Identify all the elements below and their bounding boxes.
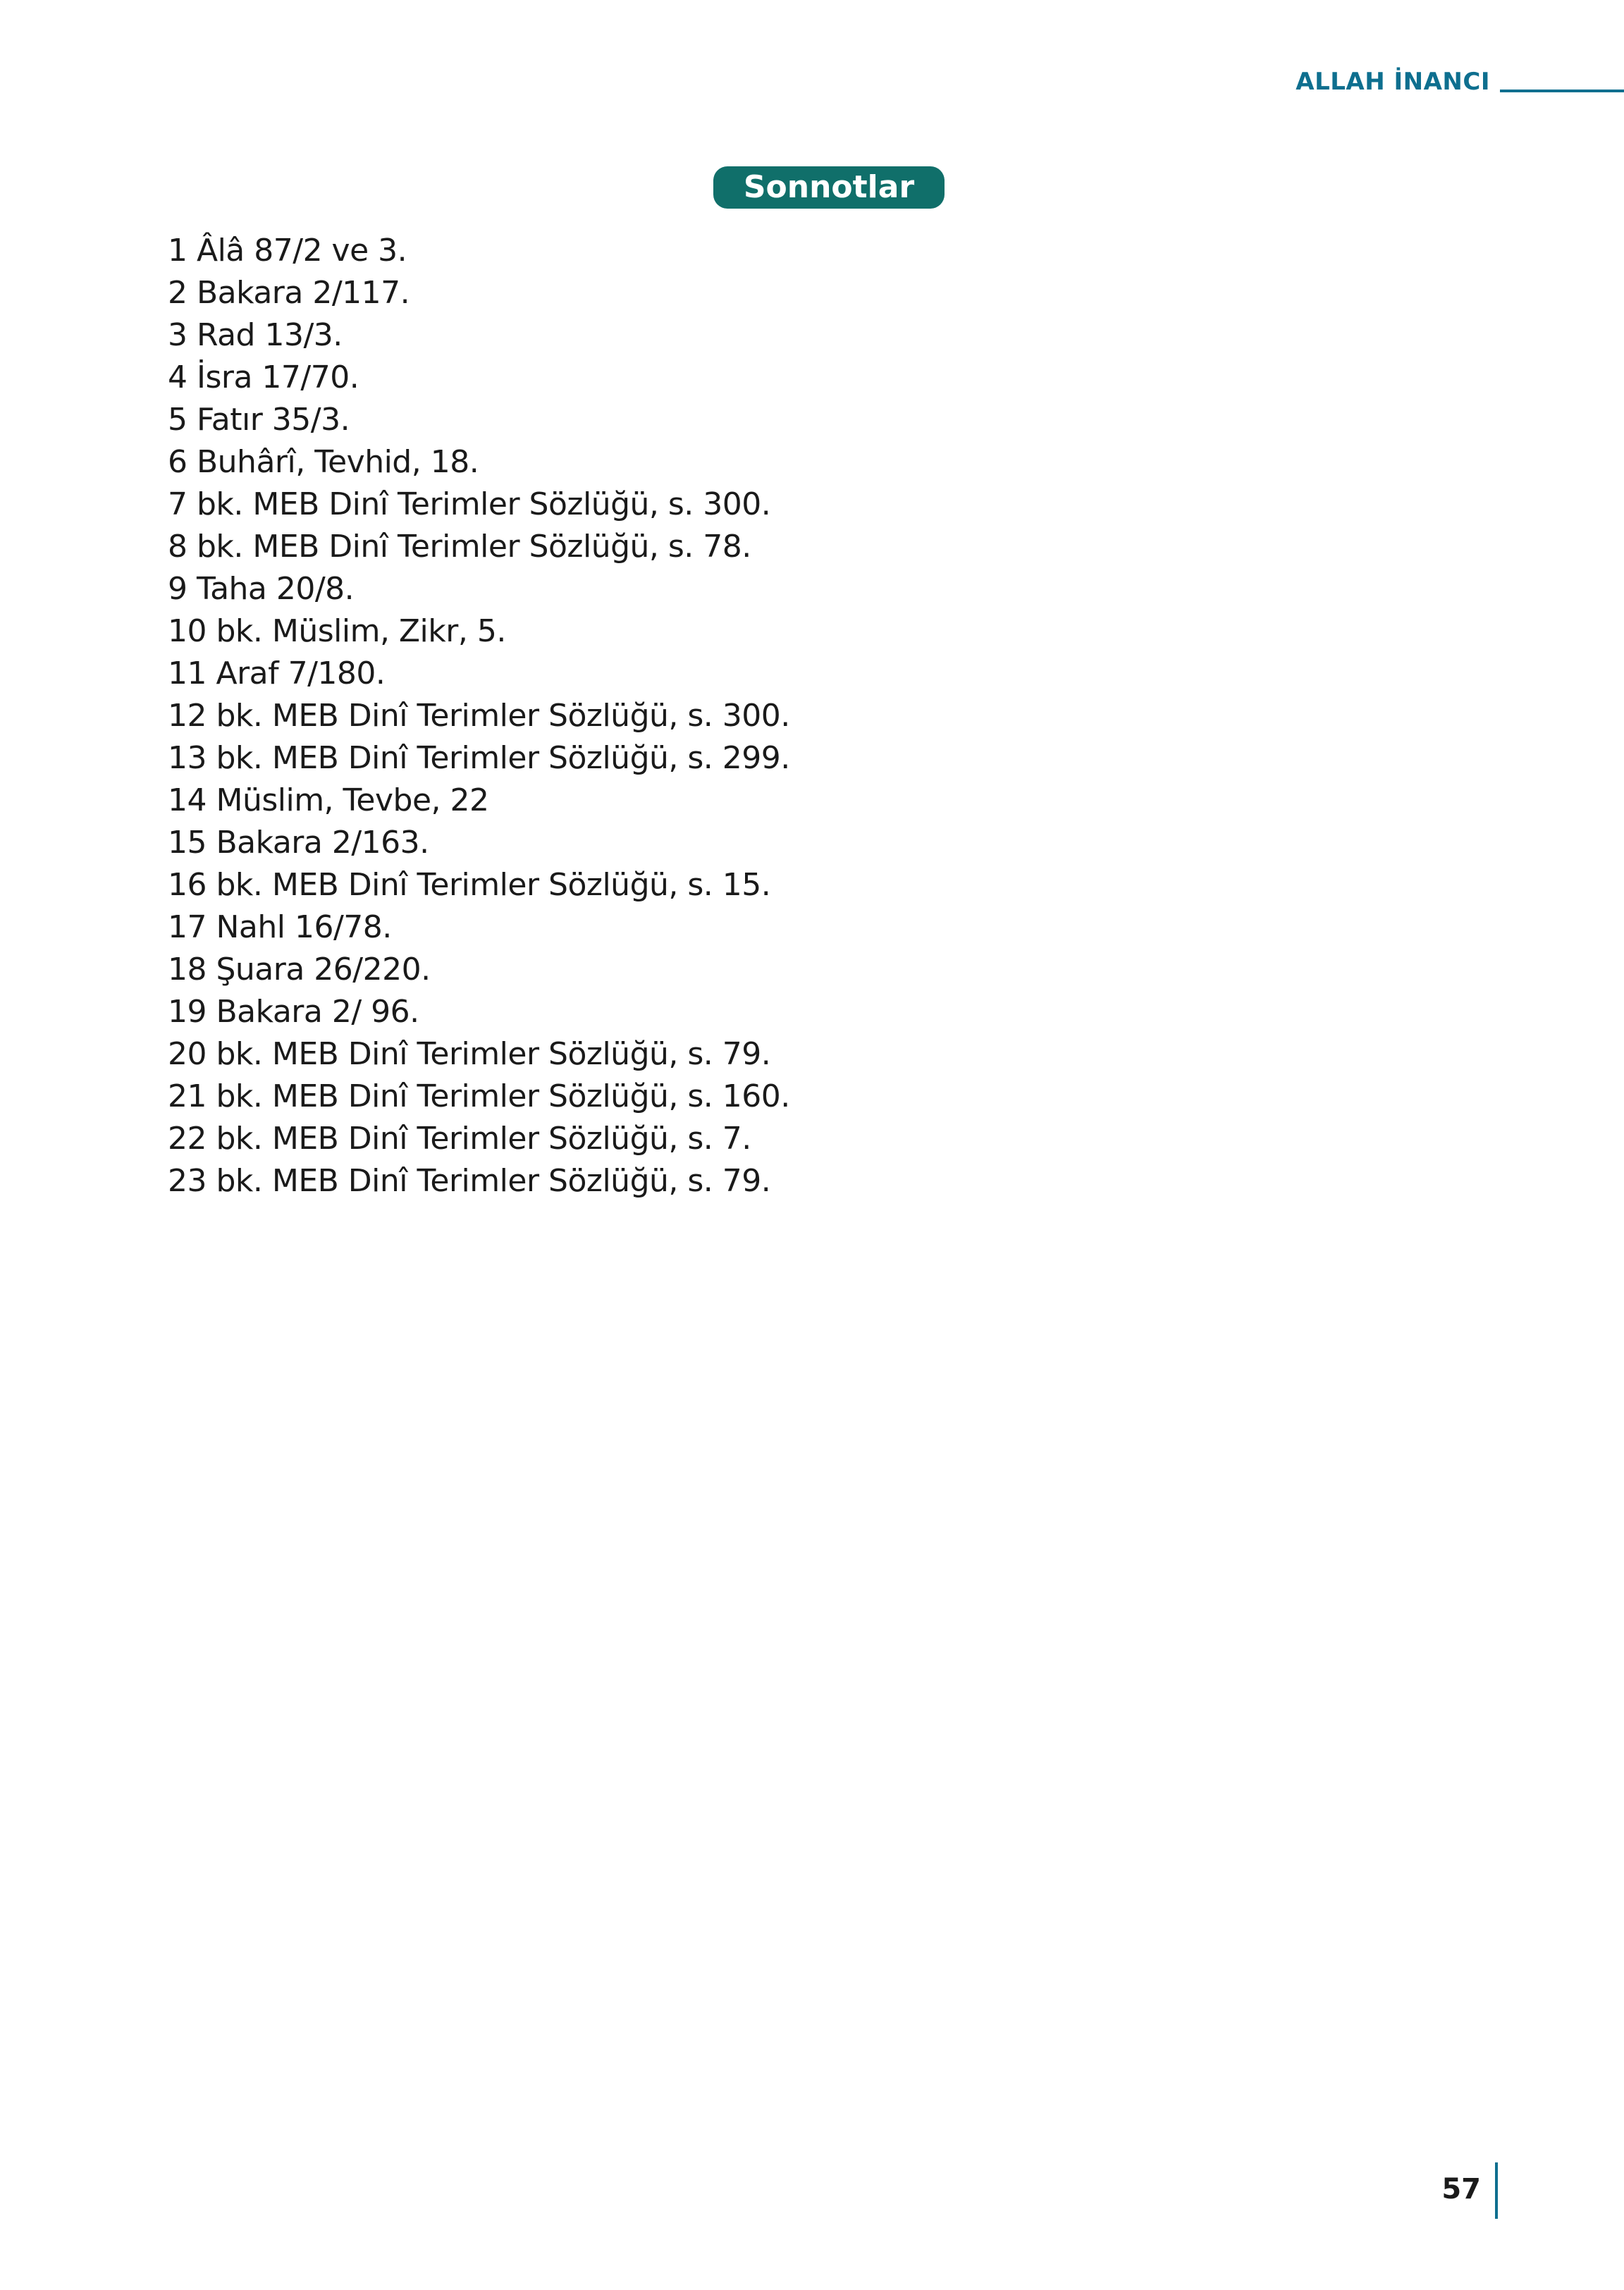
endnote-item: 22 bk. MEB Dinî Terimler Sözlüğü, s. 7. [168,1121,751,1157]
endnote-item: 11 Araf 7/180. [168,655,386,691]
endnote-item: 13 bk. MEB Dinî Terimler Sözlüğü, s. 299. [168,740,790,776]
endnote-item: 1 Âlâ 87/2 ve 3. [168,233,407,269]
endnote-item: 4 İsra 17/70. [168,359,359,395]
running-header [1296,61,1624,96]
endnote-item: 10 bk. Müslim, Zikr, 5. [168,613,506,649]
endnote-list [168,230,790,1202]
endnote-item: 12 bk. MEB Dinî Terimler Sözlüğü, s. 300. [168,698,790,734]
endnote-item: 21 bk. MEB Dinî Terimler Sözlüğü, s. 160. [168,1078,790,1114]
section-title-pill [713,166,945,209]
endnote-item: 8 bk. MEB Dinî Terimler Sözlüğü, s. 78. [168,529,751,565]
endnote-item: 9 Taha 20/8. [168,571,355,607]
endnote-item: 16 bk. MEB Dinî Terimler Sözlüğü, s. 15. [168,867,771,903]
endnote-item: 2 Bakara 2/117. [168,275,410,311]
endnote-item: 15 Bakara 2/163. [168,825,429,861]
section-title: Sonnotlar [743,169,915,205]
running-header-rule [1500,90,1624,92]
page-number: 57 [1441,2173,1481,2205]
page-number-rule [1495,2162,1498,2219]
endnote-item: 20 bk. MEB Dinî Terimler Sözlüğü, s. 79. [168,1036,771,1072]
endnote-item: 5 Fatır 35/3. [168,402,350,438]
endnote-item: 6 Buhârî, Tevhid, 18. [168,444,479,480]
running-header-title: ALLAH İNANCI [1296,68,1490,96]
endnote-item: 14 Müslim, Tevbe, 22 [168,782,489,818]
endnote-item: 7 bk. MEB Dinî Terimler Sözlüğü, s. 300. [168,486,771,522]
endnote-item: 23 bk. MEB Dinî Terimler Sözlüğü, s. 79. [168,1163,771,1199]
endnote-item: 17 Nahl 16/78. [168,909,392,945]
endnote-item: 19 Bakara 2/ 96. [168,994,419,1030]
endnote-item: 18 Şuara 26/220. [168,952,431,987]
endnote-item: 3 Rad 13/3. [168,317,343,353]
